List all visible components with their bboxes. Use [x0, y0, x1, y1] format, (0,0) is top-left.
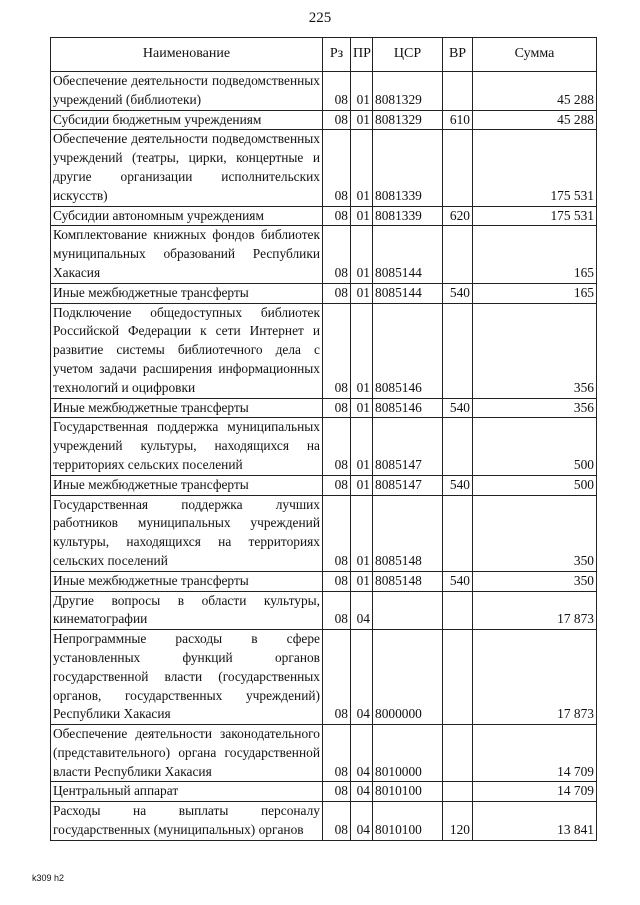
cell-sum: 165 [473, 226, 597, 283]
cell-pr: 01 [351, 283, 373, 303]
cell-vr: 540 [443, 283, 473, 303]
cell-pr: 01 [351, 571, 373, 591]
cell-pr: 01 [351, 206, 373, 226]
cell-vr [443, 72, 473, 111]
cell-name: Иные межбюджетные трансферты [51, 571, 323, 591]
cell-vr [443, 226, 473, 283]
cell-sum: 350 [473, 495, 597, 571]
header-sum: Сумма [473, 38, 597, 72]
cell-vr [443, 630, 473, 725]
cell-rz: 08 [323, 418, 351, 475]
cell-vr [443, 495, 473, 571]
cell-pr: 01 [351, 475, 373, 495]
cell-csr: 8085148 [373, 495, 443, 571]
cell-csr: 8010000 [373, 725, 443, 782]
cell-pr: 01 [351, 110, 373, 130]
table-row [51, 475, 597, 495]
cell-name: Центральный аппарат [51, 782, 323, 802]
header-pr: ПР [351, 38, 373, 72]
cell-csr: 8010100 [373, 782, 443, 802]
cell-pr: 01 [351, 226, 373, 283]
cell-csr: 8000000 [373, 630, 443, 725]
cell-name: Подключение общедоступных библиотек Российской Федерации к сети Интернет и развитие системы библиотечного дела с учетом задачи расширения информационных технологий и оцифровки [51, 303, 323, 398]
budget-table [50, 37, 597, 841]
table-body [51, 72, 597, 841]
cell-rz: 08 [323, 571, 351, 591]
cell-rz: 08 [323, 130, 351, 206]
cell-sum: 350 [473, 571, 597, 591]
table-row [51, 303, 597, 398]
cell-pr: 01 [351, 303, 373, 398]
cell-vr [443, 782, 473, 802]
cell-name: Обеспечение деятельности законодательного (представительного) органа государственной власти Республики Хакасия [51, 725, 323, 782]
cell-sum: 500 [473, 418, 597, 475]
cell-pr: 04 [351, 802, 373, 841]
header-csr: ЦСР [373, 38, 443, 72]
cell-name: Государственная поддержка муниципальных учреждений культуры, находящихся на территориях сельских поселений [51, 418, 323, 475]
cell-csr: 8085144 [373, 226, 443, 283]
cell-csr: 8081339 [373, 130, 443, 206]
cell-sum: 17 873 [473, 630, 597, 725]
page-number: 225 [308, 10, 332, 26]
cell-csr: 8081329 [373, 110, 443, 130]
cell-csr: 8081339 [373, 206, 443, 226]
cell-pr: 01 [351, 398, 373, 418]
cell-name: Расходы на выплаты персоналу государственных (муниципальных) органов [51, 802, 323, 841]
cell-rz: 08 [323, 591, 351, 630]
cell-rz: 08 [323, 475, 351, 495]
footer-code: k309 h2 [32, 873, 65, 883]
cell-sum: 500 [473, 475, 597, 495]
cell-rz: 08 [323, 206, 351, 226]
cell-vr [443, 303, 473, 398]
cell-name: Государственная поддержка лучших работников муниципальных учреждений культуры, находящихся на территориях сельских поселений [51, 495, 323, 571]
table-row [51, 72, 597, 111]
table-row [51, 571, 597, 591]
cell-rz: 08 [323, 630, 351, 725]
cell-vr: 540 [443, 571, 473, 591]
cell-csr: 8010100 [373, 802, 443, 841]
cell-pr: 04 [351, 630, 373, 725]
cell-csr: 8085146 [373, 303, 443, 398]
cell-sum: 45 288 [473, 72, 597, 111]
cell-csr: 8085147 [373, 475, 443, 495]
cell-name: Субсидии бюджетным учреждениям [51, 110, 323, 130]
cell-sum: 356 [473, 303, 597, 398]
cell-name: Субсидии автономным учреждениям [51, 206, 323, 226]
cell-vr: 540 [443, 398, 473, 418]
table-header-row [51, 38, 597, 72]
cell-vr: 540 [443, 475, 473, 495]
cell-sum: 356 [473, 398, 597, 418]
cell-sum: 175 531 [473, 206, 597, 226]
cell-pr: 01 [351, 495, 373, 571]
cell-csr [373, 591, 443, 630]
cell-sum: 175 531 [473, 130, 597, 206]
cell-name: Другие вопросы в области культуры, кинематографии [51, 591, 323, 630]
cell-vr [443, 725, 473, 782]
header-name: Наименование [51, 38, 323, 72]
cell-pr: 01 [351, 72, 373, 111]
cell-vr [443, 418, 473, 475]
cell-vr: 610 [443, 110, 473, 130]
cell-sum: 17 873 [473, 591, 597, 630]
cell-name: Обеспечение деятельности подведомственных учреждений (библиотеки) [51, 72, 323, 111]
cell-vr: 120 [443, 802, 473, 841]
cell-csr: 8081329 [373, 72, 443, 111]
cell-csr: 8085144 [373, 283, 443, 303]
cell-rz: 08 [323, 72, 351, 111]
cell-pr: 04 [351, 591, 373, 630]
cell-pr: 04 [351, 782, 373, 802]
cell-csr: 8085146 [373, 398, 443, 418]
cell-name: Комплектование книжных фондов библиотек муниципальных образований Республики Хакасия [51, 226, 323, 283]
cell-sum: 165 [473, 283, 597, 303]
cell-vr: 620 [443, 206, 473, 226]
header-vr: ВР [443, 38, 473, 72]
cell-csr: 8085148 [373, 571, 443, 591]
cell-csr: 8085147 [373, 418, 443, 475]
table-row [51, 495, 597, 571]
cell-pr: 01 [351, 130, 373, 206]
cell-rz: 08 [323, 495, 351, 571]
cell-rz: 08 [323, 802, 351, 841]
cell-sum: 14 709 [473, 782, 597, 802]
cell-rz: 08 [323, 725, 351, 782]
cell-rz: 08 [323, 303, 351, 398]
cell-sum: 45 288 [473, 110, 597, 130]
cell-pr: 04 [351, 725, 373, 782]
cell-vr [443, 130, 473, 206]
cell-name: Иные межбюджетные трансферты [51, 475, 323, 495]
table-row [51, 782, 597, 802]
table-row [51, 110, 597, 130]
cell-rz: 08 [323, 782, 351, 802]
table-row [51, 630, 597, 725]
cell-name: Иные межбюджетные трансферты [51, 398, 323, 418]
cell-rz: 08 [323, 110, 351, 130]
cell-sum: 13 841 [473, 802, 597, 841]
table-row [51, 206, 597, 226]
table-row [51, 418, 597, 475]
table-row [51, 725, 597, 782]
cell-name: Непрограммные расходы в сфере установленных функций органов государственной власти (государственных органов, государственных учреждений) Республики Хакасия [51, 630, 323, 725]
table-row [51, 802, 597, 841]
table-row [51, 398, 597, 418]
cell-pr: 01 [351, 418, 373, 475]
cell-name: Обеспечение деятельности подведомственных учреждений (театры, цирки, концертные и другие организации исполнительских искусств) [51, 130, 323, 206]
table-row [51, 283, 597, 303]
cell-vr [443, 591, 473, 630]
cell-sum: 14 709 [473, 725, 597, 782]
cell-rz: 08 [323, 398, 351, 418]
table-row [51, 591, 597, 630]
cell-rz: 08 [323, 226, 351, 283]
table-row [51, 226, 597, 283]
cell-name: Иные межбюджетные трансферты [51, 283, 323, 303]
header-rz: Рз [323, 38, 351, 72]
cell-rz: 08 [323, 283, 351, 303]
table-row [51, 130, 597, 206]
